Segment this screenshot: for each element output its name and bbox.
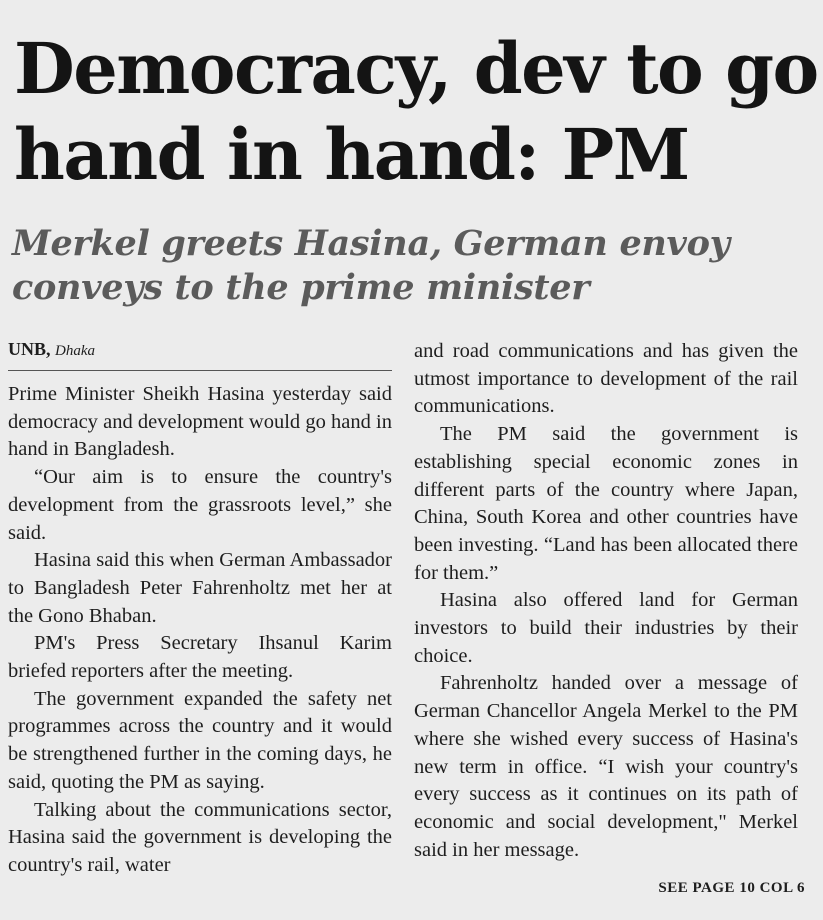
paragraph: Fahrenholtz handed over a message of German Chancellor Angela Merkel to the PM where she wished every success of Hasina's new term in office. “I wish your country's every success as it continues on its path of economic and social development," Merkel said in her message. bbox=[414, 672, 798, 861]
byline bbox=[8, 336, 392, 371]
headline-line-1: Democracy, dev to go bbox=[14, 27, 818, 110]
headline bbox=[14, 26, 818, 198]
paragraph: Hasina said this when German Ambassador to Bangladesh Peter Fahrenholtz met her at the Gono Bhaban. bbox=[8, 549, 392, 627]
byline-agency: UNB, bbox=[8, 339, 51, 359]
headline-line-2: hand in hand: PM bbox=[14, 113, 689, 196]
paragraph: “Our aim is to ensure the country's development from the grassroots level,” she said. bbox=[8, 466, 392, 544]
paragraph: Talking about the communications sector, Hasina said the government is developing the country's rail, water bbox=[8, 798, 392, 876]
subheadline bbox=[12, 222, 812, 310]
paragraph: The PM said the government is establishing special economic zones in different parts of the country where Japan, China, South Korea and other countries have been investing. “Land has been allocated there for them.” bbox=[414, 423, 798, 584]
article-column-left bbox=[8, 338, 392, 880]
paragraph: PM's Press Secretary Ihsanul Karim briefed reporters after the meeting. bbox=[8, 632, 392, 683]
article-column-right bbox=[414, 338, 798, 864]
subheadline-line-2: conveys to the prime minister bbox=[12, 267, 590, 308]
paragraph: and road communications and has given the utmost importance to development of the rail communications. bbox=[414, 340, 798, 418]
paragraph: Hasina also offered land for German investors to build their industries by their choice. bbox=[414, 589, 798, 667]
paragraph: The government expanded the safety net programmes across the country and it would be strengthened further in the coming days, he said, quoting the PM as saying. bbox=[8, 687, 392, 793]
byline-place: Dhaka bbox=[55, 343, 96, 359]
paragraph: Prime Minister Sheikh Hasina yesterday said democracy and development would go hand in hand in Bangladesh. bbox=[8, 383, 392, 461]
subheadline-line-1: Merkel greets Hasina, German envoy bbox=[12, 223, 730, 264]
continued-on-page-note: SEE PAGE 10 COL 6 bbox=[658, 880, 805, 896]
